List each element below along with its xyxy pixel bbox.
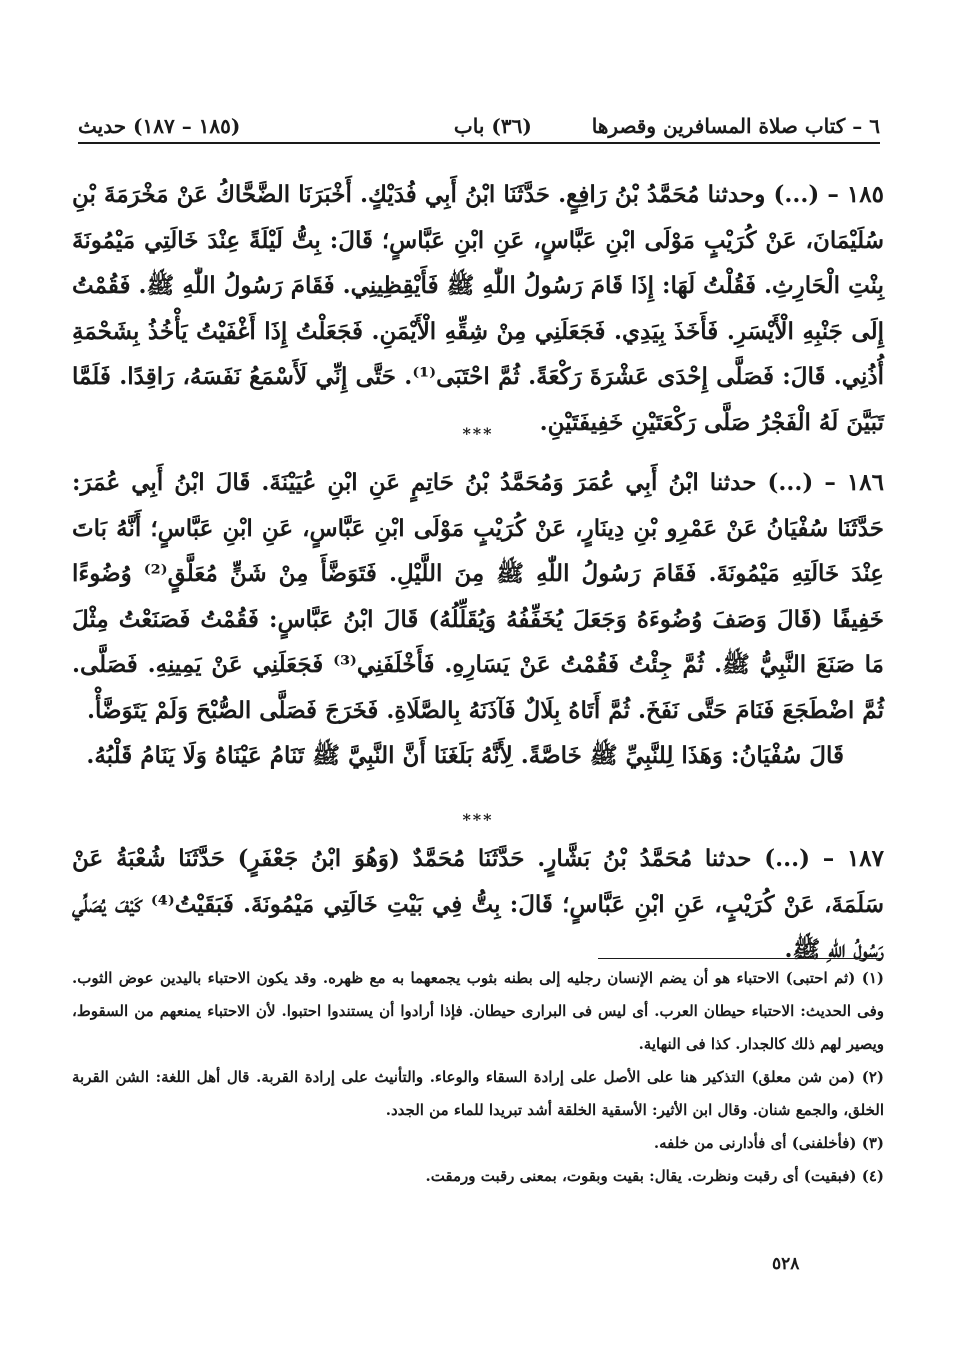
footnote [72,962,884,1061]
footnote-text: (فبقيت) أى رقبت ونظرت. يقال: بقيت وبقوت، بمعنى رقبت ورمقت. [425,1167,857,1185]
header-bab: (٣٦) باب [453,114,532,138]
footnote [72,1127,884,1160]
running-header [78,98,880,144]
hadith-number: ١٨٦ – (...) [767,469,884,496]
footnote-number: (٢) [861,1068,884,1086]
footnote-number: (٤) [861,1167,884,1185]
page-number: ٥٢٨ [772,1254,800,1274]
footnote-number: (٣) [861,1134,884,1152]
hadith-number: ١٨٧ – (...) [764,845,884,872]
hadith-number: ١٨٥ – (...) [773,181,884,208]
footnote-number: (١) [861,969,884,987]
footnote [72,1061,884,1127]
footnote-text: (من شن معلق) التذكير هنا على الأصل على إرادة السقاء والوعاء. والتأنيث على إرادة القربة. قال أهل اللغة: الشن القربة الخلق، والجمع شنان. وقال ابن الأثير: الأسقية الخلقة أشد تبريدا للماء من الجدد. [72,1068,884,1119]
separator-stars: *** [462,424,494,443]
footnote [72,1160,884,1193]
footnote-rule [598,958,882,959]
hadith-text: حدثنا مُحَمَّدُ بْنُ بَشَّارٍ. حَدَّثَنَا مُحَمَّدٌ (وَهُوَ ابْنُ جَعْفَرٍ) حَدَّثَنَا شُعْبَةُ عَنْ سَلَمَةَ، عَنْ كُرَيْبٍ، عَنِ ابْنِ عَبَّاسٍ؛ قَالَ: بِتُّ فِي بَيْتِ خَالَتِي مَيْمُونَةَ. فَبَقَيْتُ⁽⁴⁾ كَيْفَ يُصَلِّي رَسُولُ اللّٰهِ ﷺ. [72,845,884,963]
hadith-187 [72,836,884,973]
separator-stars: *** [462,810,494,829]
footnote-text: (فأخلفنى) أى فأدارنى من خلفه. [653,1134,857,1152]
footnote-text: (ثم احتبى) الاحتباء هو أن يضم الإنسان رجليه إلى بطنه بثوب يجمعهما به مع ظهره. وقد يكون الاحتباء باليدين عوض الثوب. وفى الحديث: الاحتباء حيطان العرب. أى ليس فى البرارى حيطان. فإذا أرادوا أن يستندوا احتبوا. لأن الاحتباء يمنعهم من السقوط، ويصير لهم ذلك كالجدار. كذا فى النهاية. [72,969,884,1053]
hadith-addendum: قَالَ سُفْيَانُ: وَهَذَا لِلنَّبِيِّ ﷺ خَاصَّةً. لِأَنَّهُ بَلَغَنَا أَنَّ النَّبِيَّ ﷺ تَنَامُ عَيْنَاهُ وَلَا يَنَامُ قَلْبُهُ. [86,742,844,769]
header-chapter: ٦ – كتاب صلاة المسافرين وقصرها [591,114,880,138]
hadith-text: حدثنا ابْنُ أَبِي عُمَرَ وَمُحَمَّدُ بْنُ حَاتِمٍ عَنِ ابْنِ عُيَيْنَةَ. قَالَ ابْنُ أَبِي عُمَرَ: حَدَّثَنَا سُفْيَانُ عَنْ عَمْرِو بْنِ دِينَارٍ، عَنْ كُرَيْبٍ مَوْلَى ابْنِ عَبَّاسٍ، عَنِ ابْنِ عَبَّاسٍ؛ أَنَّهُ بَاتَ عِنْدَ خَالَتِهِ مَيْمُونَةَ. فَقَامَ رَسُولُ اللّٰهِ ﷺ مِنَ اللَّيْلِ. فَتَوَضَّأَ مِنْ شَنٍّ مُعَلَّقٍ⁽²⁾ وُضُوءًا خَفِيفًا (قَالَ وَصَفَ وُضُوءَهُ وَجَعَلَ يُخَفِّفُهُ وَيُقَلِّلُهُ) قَالَ ابْنُ عَبَّاسٍ: فَقُمْتُ فَصَنَعْتُ مِثْلَ مَا صَنَعَ النَّبِيُّ ﷺ. ثُمَّ جِئْتُ فَقُمْتُ عَنْ يَسَارِهِ. فَأَخْلَفَنِي⁽³⁾ فَجَعَلَنِي عَنْ يَمِينِهِ. فَصَلَّى. ثُمَّ اضْطَجَعَ فَنَامَ حَتَّى نَفَخَ. ثُمَّ أَتَاهُ بِلَالٌ فَآذَنَهُ بِالصَّلَاةِ. فَخَرَجَ فَصَلَّى الصُّبْحَ وَلَمْ يَتَوَضَّأْ. [72,469,885,724]
footnotes [72,962,884,1193]
header-hadith-range: (١٨٥ – ١٨٧) حديث [78,114,241,138]
hadith-186 [72,460,884,779]
hadith-text: وحدثنا مُحَمَّدُ بْنُ رَافِعٍ. حَدَّثَنَا ابْنُ أَبِي فُدَيْكٍ. أَخْبَرَنَا الضَّحَّاكُ عَنْ مَخْرَمَةَ بْنِ سُلَيْمَانَ، عَنْ كُرَيْبٍ مَوْلَى ابْنِ عَبَّاسٍ، عَنِ ابْنِ عَبَّاسٍ؛ قَالَ: بِتُّ لَيْلَةً عِنْدَ خَالَتِي مَيْمُونَةَ بِنْتِ الْحَارِثِ. فَقُلْتُ لَهَا: إِذَا قَامَ رَسُولُ اللّٰهِ ﷺ فَأَيْقِظِينِي. فَقَامَ رَسُولُ اللّٰهِ ﷺ. فَقُمْتُ إِلَى جَنْبِهِ الْأَيْسَرِ. فَأَخَذَ بِيَدِي. فَجَعَلَنِي مِنْ شِقِّهِ الْأَيْمَنِ. فَجَعَلْتُ إِذَا أَغْفَيْتُ يَأْخُذُ بِشَحْمَةِ أُذُنِي. قَالَ: فَصَلَّى إِحْدَى عَشْرَةَ رَكْعَةً. ثُمَّ احْتَبَى⁽¹⁾. حَتَّى إِنِّي لَأَسْمَعُ نَفَسَهُ، رَاقِدًا. فَلَمَّا تَبَيَّنَ لَهُ الْفَجْرُ صَلَّى رَكْعَتَيْنِ خَفِيفَتَيْنِ. [72,181,884,436]
hadith-185 [72,172,884,445]
header-chapter-group [454,114,880,138]
